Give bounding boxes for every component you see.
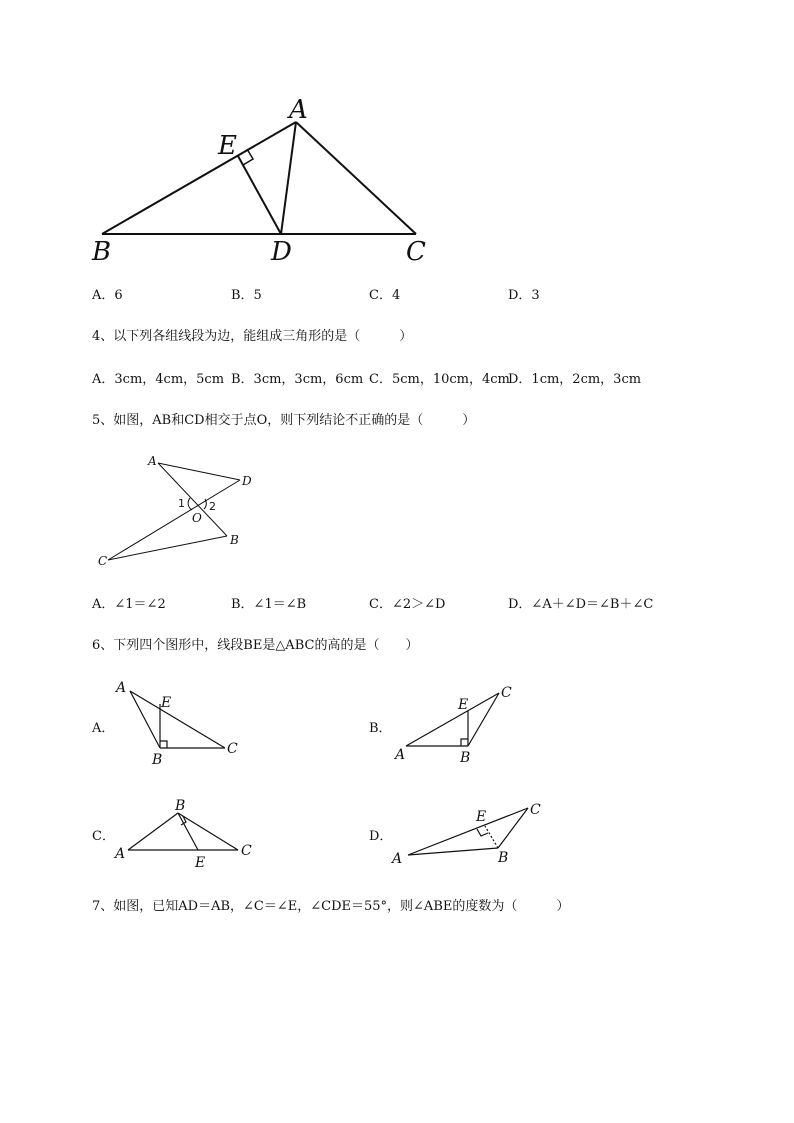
q6-option-a-label[interactable]: A． xyxy=(92,721,115,736)
q6c-label-E: E xyxy=(195,855,206,871)
q6c-label-B: B xyxy=(175,798,186,814)
q7-stem: 7、如图，已知AD＝AB，∠C＝∠E，∠CDE＝55°，则∠ABE的度数为（ ） xyxy=(92,899,570,914)
q3-option-a[interactable]: A．6 xyxy=(92,288,123,303)
label-C: C xyxy=(406,237,426,267)
q4-option-a[interactable]: A．3cm，4cm，5cm xyxy=(92,372,225,387)
q6a-label-B: B xyxy=(152,752,163,768)
q5-option-a[interactable]: A．∠1＝∠2 xyxy=(92,597,166,612)
q6-figure-c[interactable] xyxy=(112,795,262,873)
q6b-label-A: A xyxy=(395,747,406,763)
q5-stem: 5、如图，AB和CD相交于点O，则下列结论不正确的是（ ） xyxy=(92,413,476,428)
q5-option-b[interactable]: B．∠1＝∠B xyxy=(231,597,307,612)
q6b-label-C: C xyxy=(501,685,512,701)
label-A: A xyxy=(289,95,308,125)
q4-stem: 4、以下列各组线段为边，能组成三角形的是（ ） xyxy=(92,329,413,344)
q5-label-O: O xyxy=(192,511,202,525)
label-B: B xyxy=(92,237,112,267)
label-D: D xyxy=(271,237,292,267)
q3-option-d[interactable]: D．3 xyxy=(508,288,540,303)
q6a-label-E: E xyxy=(161,695,172,711)
q6-option-c-label[interactable]: C． xyxy=(92,829,115,844)
q5-option-d[interactable]: D．∠A＋∠D＝∠B＋∠C xyxy=(508,597,654,612)
q5-label-D: D xyxy=(242,474,252,488)
q6d-label-C: C xyxy=(530,802,541,818)
q6-option-d-label[interactable]: D． xyxy=(369,829,393,844)
q5-label-1: 1 xyxy=(178,497,185,510)
q6-figure-d[interactable] xyxy=(388,795,548,873)
q3-option-c[interactable]: C．4 xyxy=(369,288,401,303)
q6b-label-B: B xyxy=(460,750,471,766)
q6-figure-a[interactable] xyxy=(110,676,250,768)
q6-stem: 6、下列四个图形中，线段BE是△ABC的高的是（ ） xyxy=(92,638,419,653)
q4-option-b[interactable]: B．3cm，3cm，6cm xyxy=(231,372,364,387)
q4-option-c[interactable]: C．5cm，10cm，4cm xyxy=(369,372,510,387)
q6-figure-b[interactable] xyxy=(388,676,528,768)
q5-label-B: B xyxy=(230,533,239,547)
q6d-label-E: E xyxy=(476,809,487,825)
q6d-label-A: A xyxy=(392,851,403,867)
q4-option-d[interactable]: D．1cm，2cm，3cm xyxy=(508,372,642,387)
figure-q5-intersecting-lines xyxy=(92,448,262,573)
q5-option-c[interactable]: C．∠2＞∠D xyxy=(369,597,446,612)
q6-option-b-label[interactable]: B． xyxy=(369,721,392,736)
q6d-label-B: B xyxy=(498,850,509,866)
label-E: E xyxy=(218,131,237,161)
q6c-label-A: A xyxy=(115,846,126,862)
q6c-label-C: C xyxy=(241,843,252,859)
q6b-label-E: E xyxy=(458,697,469,713)
q5-label-C: C xyxy=(98,554,108,568)
q3-option-b[interactable]: B．5 xyxy=(231,288,262,303)
figure-q3-triangle xyxy=(88,92,438,267)
q6a-label-C: C xyxy=(227,741,238,757)
q6a-label-A: A xyxy=(116,680,127,696)
q5-label-2: 2 xyxy=(209,500,216,513)
q5-label-A: A xyxy=(148,454,157,468)
